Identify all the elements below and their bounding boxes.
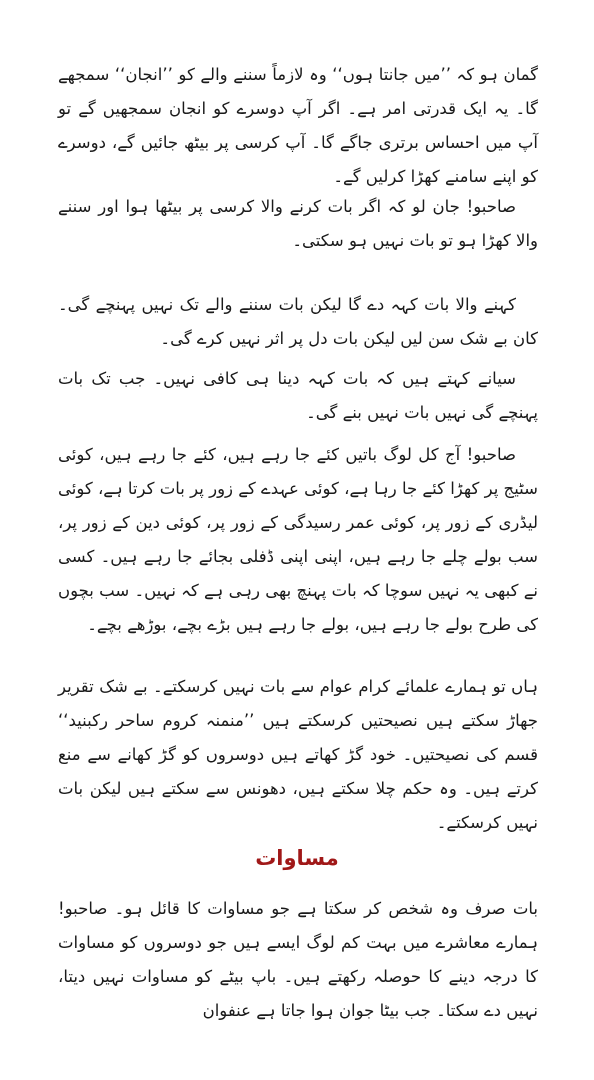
paragraph-3: کہنے والا بات کہہ دے گا لیکن بات سننے والے تک نہیں پہنچے گی۔ کان بے شک سن لیں لیکن بات دل پر اثر نہیں کرے گی۔: [58, 295, 538, 348]
paragraph-5: صاحبو! آج کل لوگ باتیں کئے جا رہے ہیں، کئے جا رہے ہیں، کوئی سٹیج پر کھڑا کئے جا رہا ہے، کوئی عہدے کے زور پر بات کرتا ہے، کوئی لیڈری کے زور پر، کوئی عمر رسیدگی کے زور پر، کوئی دین کے زور پر، سب بولے چلے جا رہے ہیں، اپنی اپنی ڈفلی بجائے جا رہے ہیں۔ کسی نے کبھی یہ نہیں سوچا کہ بات پہنچ بھی رہی ہے کہ نہیں۔ سب بچوں کی طرح بولے جا رہے ہیں، بولے جا رہے ہیں بڑے بچے، بوڑھے بچے۔: [58, 445, 538, 634]
paragraph-1: گمان ہو کہ ’’میں جانتا ہوں‘‘ وہ لازماً سننے والے کو ’’انجان‘‘ سمجھے گا۔ یہ ایک قدرتی امر ہے۔ اگر آپ دوسرے کو انجان سمجھیں گے تو آپ میں احساس برتری جاگے گا۔ آپ کرسی پر بیٹھ جائیں گے، دوسرے کو اپنے سامنے کھڑا کرلیں گے۔: [58, 65, 538, 186]
section-heading: مساوات: [255, 846, 339, 870]
paragraph-4: سیانے کہتے ہیں کہ بات کہہ دینا ہی کافی نہیں۔ جب تک بات پہنچے گی نہیں بات نہیں بنے گی۔: [58, 369, 538, 422]
paragraph-6: ہاں تو ہمارے علمائے کرام عوام سے بات نہیں کرسکتے۔ بے شک تقریر جھاڑ سکتے ہیں نصیحتیں کرسکتے ہیں ’’منمنہ کروم ساحر رکبنید‘‘ قسم کی نصیحتیں۔ خود گڑ کھاتے ہیں دوسروں کو گڑ کھانے سے منع کرتے ہیں۔ وہ حکم چلا سکتے ہیں، دھونس سے سکتے ہیں لیکن بات نہیں کرسکتے۔: [58, 677, 538, 832]
section-paragraph: بات صرف وہ شخص کر سکتا ہے جو مساوات کا قائل ہو۔ صاحبو! ہمارے معاشرے میں بہت کم لوگ ایسے ہیں جو دوسروں کو مساوات کا درجہ دینے کا حوصلہ رکھتے ہیں۔ باپ بیٹے کو مساوات نہیں دیتا، نہیں دے سکتا۔ جب بیٹا جوان ہوا جاتا ہے عنفوان: [58, 899, 538, 1020]
paragraph-2: صاحبو! جان لو کہ اگر بات کرنے والا کرسی پر بیٹھا ہوا اور سننے والا کھڑا ہو تو بات نہیں ہو سکتی۔: [58, 197, 538, 250]
